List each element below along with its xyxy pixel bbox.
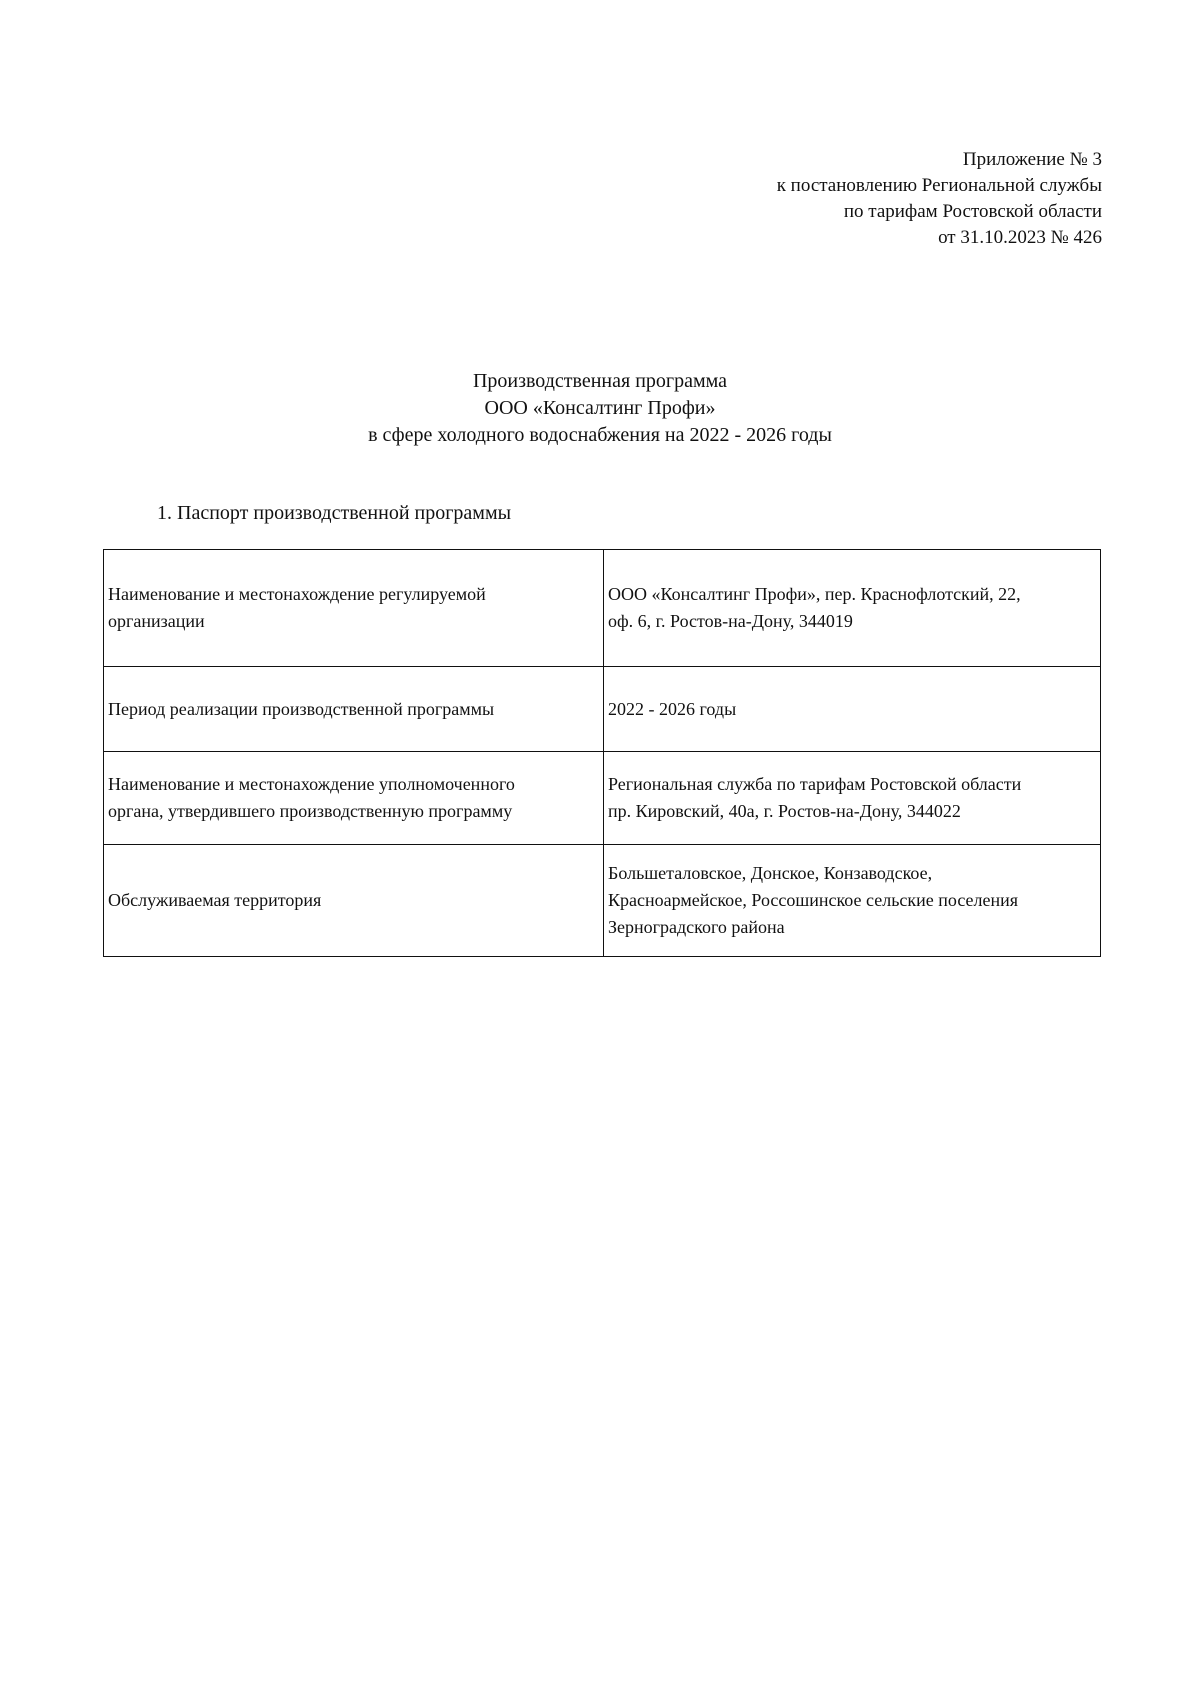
- row-value: [604, 845, 1101, 957]
- table-row: [104, 667, 1101, 752]
- appendix-number: Приложение № 3: [962, 149, 1102, 170]
- title-line-scope: в сфере холодного водоснабжения на 2022 - 2026 годы: [368, 424, 832, 446]
- row-label: [104, 667, 604, 752]
- row-value: [604, 550, 1101, 667]
- section-heading: 1. Паспорт производственной программы: [157, 502, 512, 524]
- row-label: [104, 752, 604, 845]
- row-value-line: Региональная служба по тарифам Ростовской области: [608, 774, 1022, 794]
- row-label-line: Обслуживаемая территория: [108, 890, 322, 910]
- appendix-date-number: от 31.10.2023 № 426: [938, 227, 1102, 248]
- table-row: [104, 550, 1101, 667]
- document-title: [0, 368, 1200, 449]
- row-value-line: Большеталовское, Донское, Конзаводское,: [608, 863, 933, 883]
- appendix-reference: [777, 147, 1102, 251]
- row-value-line: пр. Кировский, 40а, г. Ростов-на-Дону, 344022: [608, 801, 961, 821]
- row-label-line: Наименование и местонахождение уполномоченного: [108, 774, 515, 794]
- row-label: [104, 845, 604, 957]
- row-value: [604, 667, 1101, 752]
- title-line-program: Производственная программа: [472, 370, 728, 392]
- row-value-line: ООО «Консалтинг Профи», пер. Краснофлотский, 22,: [608, 584, 1021, 604]
- row-label-line: Период реализации производственной программы: [108, 698, 495, 719]
- title-line-company: ООО «Консалтинг Профи»: [484, 397, 716, 419]
- row-label-line: органа, утвердившего производственную программу: [108, 801, 513, 821]
- row-value-line: Красноармейское, Россошинское сельские поселения: [608, 890, 1019, 910]
- passport-table: [103, 549, 1101, 957]
- appendix-resolution: к постановлению Региональной службы: [776, 175, 1102, 196]
- row-value: [604, 752, 1101, 845]
- table-row: [104, 845, 1101, 957]
- row-label: [104, 550, 604, 667]
- row-label-line: организации: [108, 611, 205, 631]
- row-value-line: оф. 6, г. Ростов-на-Дону, 344019: [608, 611, 853, 631]
- row-value-line: 2022 - 2026 годы: [608, 698, 737, 719]
- row-label-line: Наименование и местонахождение регулируемой: [108, 584, 486, 604]
- appendix-authority: по тарифам Ростовской области: [843, 201, 1102, 222]
- row-value-line: Зерноградского района: [608, 917, 785, 937]
- table-row: [104, 752, 1101, 845]
